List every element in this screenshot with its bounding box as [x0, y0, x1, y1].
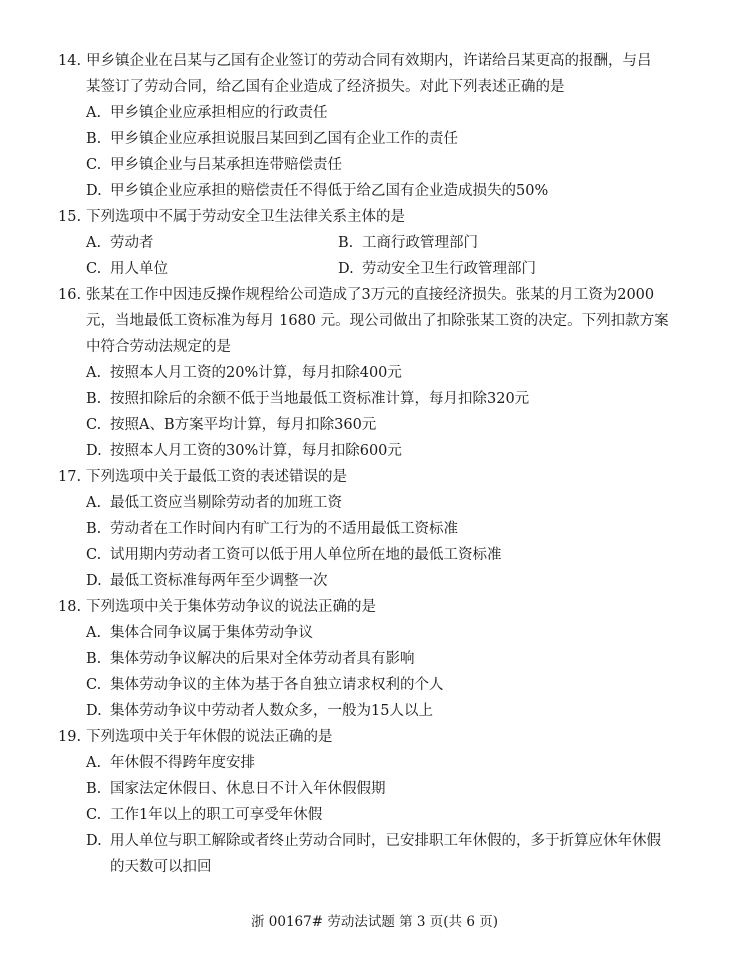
option-d	[58, 568, 698, 594]
question-list	[58, 48, 698, 880]
option-letter: D.	[338, 261, 354, 277]
option-letter: D.	[86, 833, 102, 849]
option-letter: C.	[86, 807, 102, 823]
option-c	[58, 802, 698, 828]
option-text: 集体合同争议属于集体劳动争议	[110, 625, 313, 641]
question-stem-line: 某签订了劳动合同，给乙国有企业造成了经济损失。对此下列表述正确的是	[86, 79, 565, 95]
question-19	[58, 724, 698, 880]
option-text: 甲乡镇企业应承担相应的行政责任	[110, 105, 328, 121]
option-c	[58, 412, 698, 438]
option-a	[58, 100, 698, 126]
option-letter: C.	[86, 157, 102, 173]
question-number: 16.	[58, 287, 82, 303]
option-letter: C.	[86, 677, 102, 693]
option-b	[58, 386, 698, 412]
option-b	[58, 126, 698, 152]
option-letter: D.	[86, 573, 102, 589]
option-text: 劳动者	[110, 235, 154, 251]
option-letter: C.	[86, 547, 102, 563]
question-stem-line: 张某在工作中因违反操作规程给公司造成了3万元的直接经济损失。张某的月工资为2000	[86, 287, 655, 303]
option-text: 试用期内劳动者工资可以低于用人单位所在地的最低工资标准	[110, 547, 502, 563]
question-stem-line: 甲乡镇企业在吕某与乙国有企业签订的劳动合同有效期内，许诺给吕某更高的报酬，与吕	[86, 53, 652, 69]
question-number: 17.	[58, 469, 82, 485]
option-letter: A.	[86, 625, 102, 641]
option-text: 甲乡镇企业应承担说服吕某回到乙国有企业工作的责任	[110, 131, 458, 147]
option-d	[58, 178, 698, 204]
option-row	[58, 230, 698, 256]
question-stem-line: 下列选项中关于最低工资的表述错误的是	[86, 469, 347, 485]
option-letter: A.	[86, 495, 102, 511]
option-text: 按照本人月工资的20%计算，每月扣除400元	[110, 365, 402, 381]
option-text: 集体劳动争议中劳动者人数众多，一般为15人以上	[110, 703, 433, 719]
option-text: 劳动安全卫生行政管理部门	[362, 261, 536, 277]
question-stem-line: 中符合劳动法规定的是	[86, 339, 231, 355]
option-text: 最低工资标准每两年至少调整一次	[110, 573, 328, 589]
option-letter: A.	[86, 365, 102, 381]
option-c	[58, 542, 698, 568]
question-stem-line: 下列选项中不属于劳动安全卫生法律关系主体的是	[86, 209, 405, 225]
option-letter: C.	[86, 261, 102, 277]
option-text: 甲乡镇企业与吕某承担连带赔偿责任	[110, 157, 342, 173]
question-stem-line: 下列选项中关于年休假的说法正确的是	[86, 729, 333, 745]
question-number: 15.	[58, 209, 82, 225]
option-text: 按照扣除后的余额不低于当地最低工资标准计算，每月扣除320元	[110, 391, 530, 407]
option-letter: D.	[86, 183, 102, 199]
option-letter: C.	[86, 417, 102, 433]
option-c	[58, 152, 698, 178]
option-d	[58, 698, 698, 724]
option-letter: B.	[86, 131, 102, 147]
option-letter: B.	[86, 651, 102, 667]
option-letter: A.	[86, 235, 102, 251]
question-stem-line: 元，当地最低工资标准为每月 1680 元。现公司做出了扣除张某工资的决定。下列扣款方案	[86, 313, 669, 329]
option-text: 最低工资应当剔除劳动者的加班工资	[110, 495, 342, 511]
option-text: 用人单位	[110, 261, 168, 277]
option-text: 用人单位与职工解除或者终止劳动合同时，已安排职工年休假的，多于折算应休年休假	[110, 833, 661, 849]
option-text: 按照本人月工资的30%计算，每月扣除600元	[110, 443, 402, 459]
option-b	[58, 776, 698, 802]
question-15	[58, 204, 698, 282]
option-letter: A.	[86, 105, 102, 121]
option-text: 年休假不得跨年度安排	[110, 755, 255, 771]
option-a	[58, 620, 698, 646]
option-a	[58, 490, 698, 516]
option-d	[58, 828, 698, 854]
question-18	[58, 594, 698, 724]
question-number: 19.	[58, 729, 82, 745]
option-b	[58, 516, 698, 542]
option-text: 集体劳动争议的主体为基于各自独立请求权利的个人	[110, 677, 444, 693]
option-text: 工作1年以上的职工可享受年休假	[110, 807, 323, 823]
question-14	[58, 48, 698, 204]
page-footer: 浙 00167# 劳动法试题 第 3 页(共 6 页)	[250, 914, 498, 930]
option-text: 工商行政管理部门	[362, 235, 478, 251]
question-number: 14.	[58, 53, 82, 69]
option-d	[58, 438, 698, 464]
question-stem-line: 下列选项中关于集体劳动争议的说法正确的是	[86, 599, 376, 615]
option-text: 集体劳动争议解决的后果对全体劳动者具有影响	[110, 651, 415, 667]
question-16	[58, 282, 698, 464]
option-a	[58, 360, 698, 386]
option-text: 按照A、B方案平均计算，每月扣除360元	[110, 417, 377, 433]
option-letter: B.	[86, 781, 102, 797]
option-letter: B.	[86, 521, 102, 537]
question-number: 18.	[58, 599, 82, 615]
option-c	[58, 672, 698, 698]
option-row	[58, 256, 698, 282]
option-letter: D.	[86, 703, 102, 719]
option-text: 国家法定休假日、休息日不计入年休假假期	[110, 781, 386, 797]
question-17	[58, 464, 698, 594]
option-letter: D.	[86, 443, 102, 459]
option-letter: B.	[338, 235, 354, 251]
option-text: 劳动者在工作时间内有旷工行为的不适用最低工资标准	[110, 521, 458, 537]
option-text-continuation: 的天数可以扣回	[110, 859, 212, 875]
option-letter: B.	[86, 391, 102, 407]
option-b	[58, 646, 698, 672]
option-text: 甲乡镇企业应承担的赔偿责任不得低于给乙国有企业造成损失的50%	[110, 183, 549, 199]
option-letter: A.	[86, 755, 102, 771]
option-a	[58, 750, 698, 776]
